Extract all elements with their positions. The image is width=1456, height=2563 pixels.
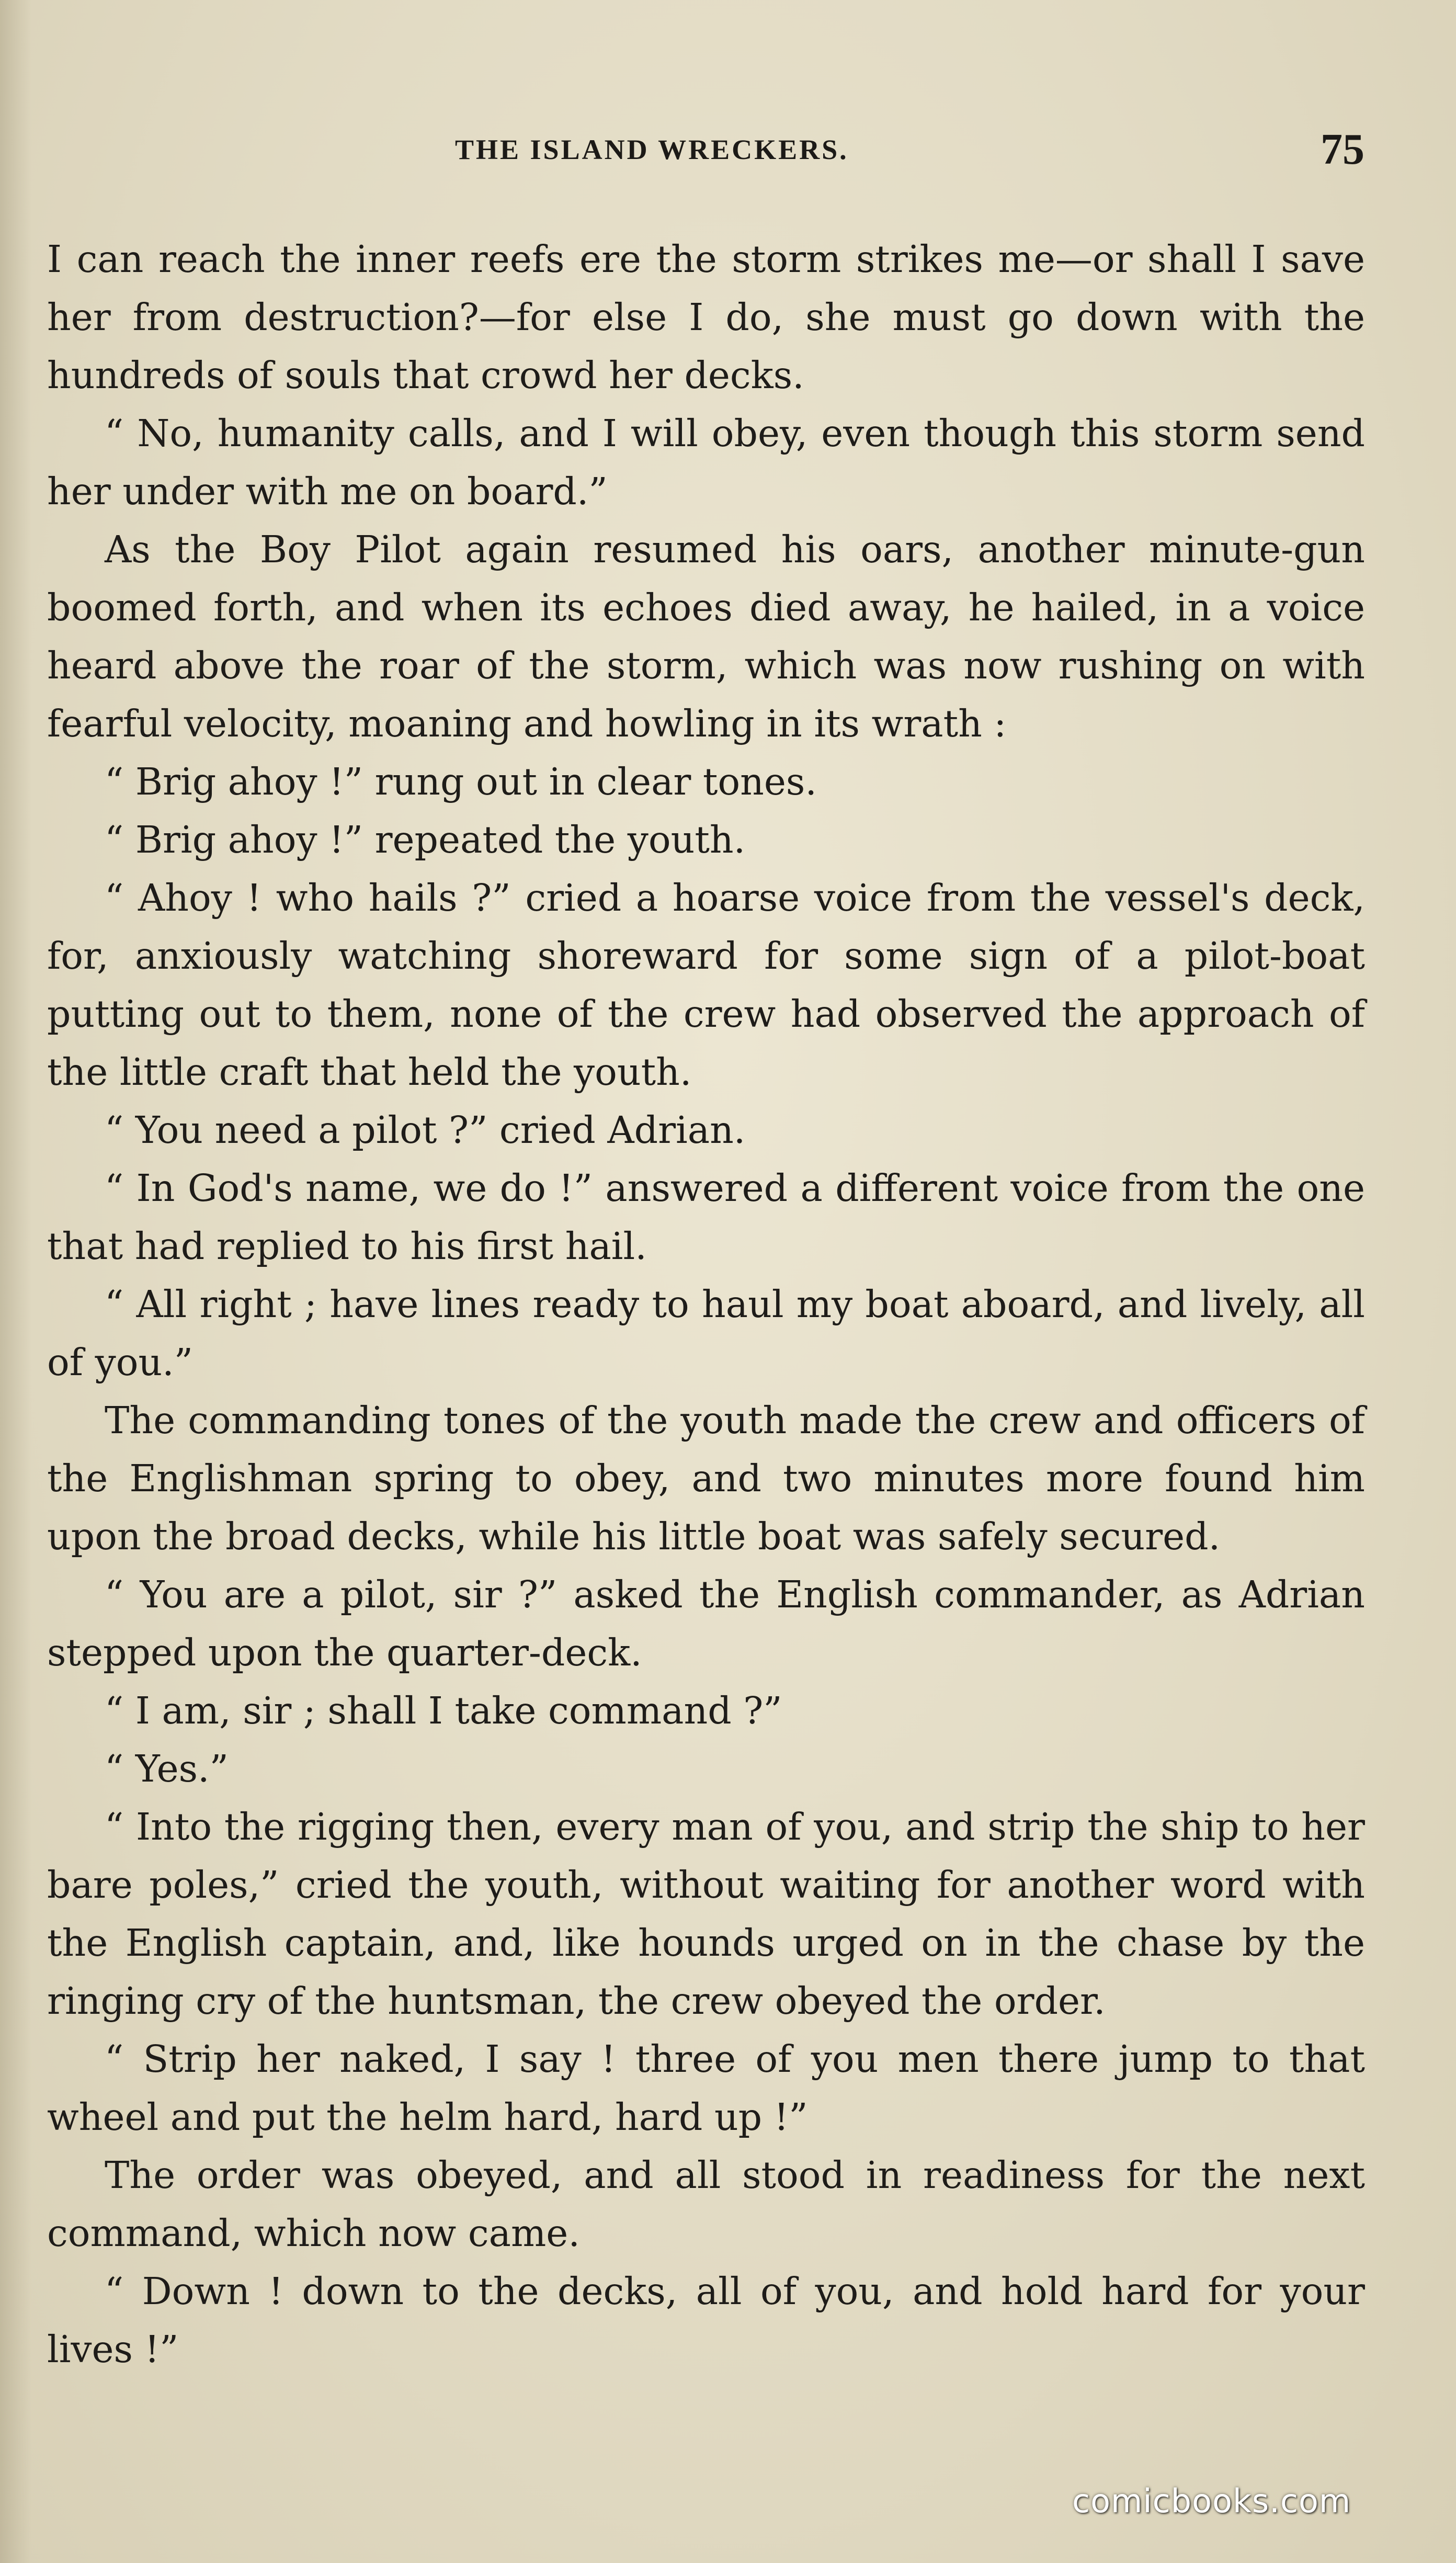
paragraph: The commanding tones of the youth made the crew and officers of the Englishman spring to obey, and two minutes more found him upon the broad decks, while his little boat was safely secured. (47, 1399, 1365, 1558)
paragraph: The order was obeyed, and all stood in readiness for the next command, which now came. (47, 2153, 1365, 2255)
paragraph: “ In God's name, we do !” answered a different voice from the one that had replied to his first hail. (47, 1166, 1365, 1268)
paragraph: “ Brig ahoy !” repeated the youth. (105, 818, 746, 861)
page-edge-shadow (0, 0, 31, 2563)
paragraph: “ I am, sir ; shall I take command ?” (105, 1689, 782, 1732)
body-text (47, 230, 1365, 2378)
page-number: 75 (1321, 125, 1364, 174)
watermark: comicbooks.com (1072, 2482, 1351, 2520)
paragraph: “ You need a pilot ?” cried Adrian. (105, 1108, 746, 1152)
running-head: THE ISLAND WRECKERS. (455, 134, 849, 165)
paragraph: “ No, humanity calls, and I will obey, even though this storm send her under with me on board.” (47, 412, 1365, 513)
paragraph: As the Boy Pilot again resumed his oars, another minute-gun boomed forth, and when its echoes died away, he hailed, in a voice heard above the roar of the storm, which was now rushing on with fearful velocity, moaning and howling in its wrath : (47, 528, 1365, 745)
paragraph: “ All right ; have lines ready to haul my boat aboard, and lively, all of you.” (47, 1283, 1365, 1384)
paragraph: “ Brig ahoy !” rung out in clear tones. (105, 760, 817, 803)
paragraph: “ Down ! down to the decks, all of you, and hold hard for your lives !” (47, 2270, 1365, 2371)
paragraph: I can reach the inner reefs ere the storm strikes me—or shall I save her from destruction?—for else I do, she must go down with the hundreds of souls that crowd her decks. (47, 237, 1365, 397)
page-header (0, 125, 1456, 191)
paragraph: “ You are a pilot, sir ?” asked the English commander, as Adrian stepped upon the quarter-deck. (47, 1573, 1365, 1674)
paragraph: “ Ahoy ! who hails ?” cried a hoarse voice from the vessel's deck, for, anxiously watching shoreward for some sign of a pilot-boat putting out to them, none of the crew had observed the approach of the little craft that held the youth. (47, 876, 1365, 1094)
paragraph: “ Strip her naked, I say ! three of you men there jump to that wheel and put the helm hard, hard up !” (47, 2037, 1365, 2139)
paragraph: “ Yes.” (105, 1747, 229, 1790)
paragraph: “ Into the rigging then, every man of you, and strip the ship to her bare poles,” cried the youth, without waiting for another word with the English captain, and, like hounds urged on in the chase by the ringing cry of the huntsman, the crew obeyed the order. (47, 1805, 1365, 2023)
